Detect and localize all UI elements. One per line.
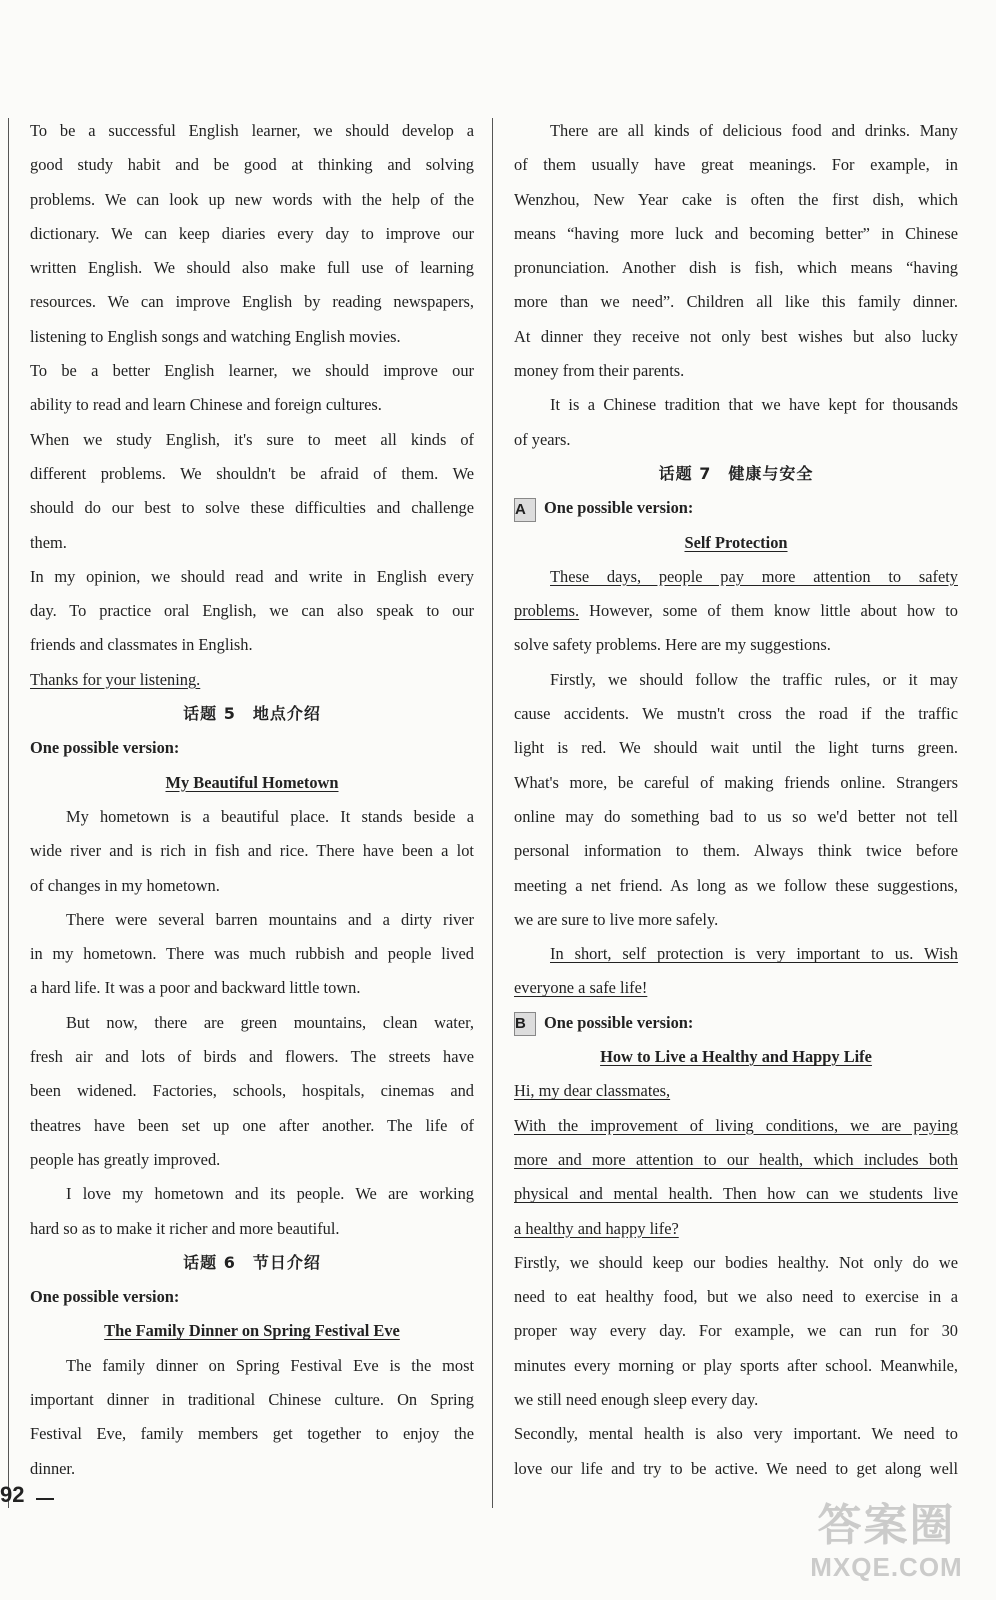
line-text: people has greatly improved. <box>30 1149 221 1169</box>
text-line <box>514 251 958 285</box>
version-badge: A <box>514 498 536 522</box>
line-text: ability to read and learn Chinese and foreign cultures. <box>30 395 382 415</box>
text-line <box>30 834 474 868</box>
text-line <box>514 114 958 148</box>
line-text: My Beautiful Hometown <box>165 772 339 792</box>
line-text: I love my hometown and its people. We are working <box>66 1184 474 1204</box>
line-text: Wenzhou, New Year cake is often the first dish, which <box>514 189 958 209</box>
line-text: My hometown is a beautiful place. It stands beside a <box>66 806 474 826</box>
text-line <box>514 423 958 457</box>
line-text: One possible version: <box>30 738 180 758</box>
text-line <box>514 1212 958 1246</box>
text-line <box>514 1417 958 1451</box>
version-label <box>30 1280 474 1314</box>
line-text: There are all kinds of delicious food and drinks. Many <box>550 121 958 140</box>
text-line <box>514 388 958 422</box>
text-line <box>514 1452 958 1486</box>
line-text: In my opinion, we should read and write in English every <box>30 566 474 586</box>
line-text: The Family Dinner on Spring Festival Eve <box>104 1321 400 1341</box>
text-line <box>514 594 958 628</box>
text-line <box>30 1383 474 1417</box>
text-line <box>30 457 474 491</box>
line-text: cause accidents. We mustn't cross the road if the traffic <box>514 704 958 724</box>
line-text: been widened. Factories, schools, hospitals, cinemas and <box>30 1081 474 1101</box>
text-line <box>514 663 958 697</box>
line-text: One possible version: <box>544 498 694 518</box>
line-text: Hi, my dear classmates, <box>514 1081 671 1101</box>
left-margin-rule <box>8 118 9 1508</box>
text-line <box>514 1314 958 1348</box>
line-text: written English. We should also make full use of learning <box>30 258 474 278</box>
text-line <box>514 148 958 182</box>
text-line <box>514 217 958 251</box>
text-line <box>30 903 474 937</box>
line-text: money from their parents. <box>514 361 685 381</box>
line-text: To be a better English learner, we should improve our <box>30 361 474 381</box>
watermark-logo-text: 答案圈 <box>817 1501 956 1550</box>
text-line <box>30 594 474 628</box>
text-line <box>514 1246 958 1280</box>
text-line <box>514 320 958 354</box>
text-line <box>30 1109 474 1143</box>
line-text: 话题 5 地点介绍 <box>183 704 321 724</box>
text-line <box>514 1109 958 1143</box>
line-text: we still need enough sleep every day. <box>514 1389 759 1409</box>
essay-title <box>30 1314 474 1348</box>
text-line <box>30 183 474 217</box>
line-text: different problems. We shouldn't be afraid of them. We <box>30 463 474 483</box>
right-column <box>514 114 958 1486</box>
line-text: But now, there are green mountains, clean water, <box>66 1012 474 1032</box>
text-line <box>514 1383 958 1417</box>
line-text: them. <box>30 532 67 552</box>
text-line <box>30 937 474 971</box>
page-number-dash <box>36 1498 54 1500</box>
essay-title <box>514 1040 958 1074</box>
line-text: Firstly, we should follow the traffic rules, or it may <box>550 669 958 689</box>
text-line <box>30 114 474 148</box>
watermark-url: MXQE.COM <box>810 1552 963 1582</box>
text-line <box>514 731 958 765</box>
line-text: good study habit and be good at thinking and solving <box>30 155 474 175</box>
line-text: wide river and is rich in fish and rice. There have been a lot <box>30 841 474 861</box>
line-text: At dinner they receive not only best wishes but also lucky <box>514 326 958 346</box>
text-line <box>30 1349 474 1383</box>
text-line <box>514 1349 958 1383</box>
text-line <box>514 937 958 971</box>
line-text: dinner. <box>30 1458 76 1478</box>
text-line <box>30 388 474 422</box>
text-line <box>30 1006 474 1040</box>
line-text: personal information to them. Always think twice before <box>514 841 958 861</box>
line-text: problems. However, some of them know little about how to <box>514 601 958 621</box>
line-text: dictionary. We can keep diaries every day to improve our <box>30 223 474 243</box>
text-line <box>30 800 474 834</box>
line-text: proper way every day. For example, we can run for 30 <box>514 1321 958 1341</box>
text-line <box>514 1280 958 1314</box>
line-text: should do our best to solve these difficulties and challenge <box>30 498 474 518</box>
section-heading <box>514 457 958 491</box>
line-text: of years. <box>514 429 571 449</box>
version-label <box>514 491 958 525</box>
line-text: day. To practice oral English, we can also speak to our <box>30 601 474 621</box>
text-line <box>30 1074 474 1108</box>
line-text: One possible version: <box>30 1287 180 1307</box>
line-text: One possible version: <box>544 1012 694 1032</box>
line-text: meeting a net friend. As long as we follow these suggestions, <box>514 875 958 895</box>
text-line <box>30 423 474 457</box>
line-text: friends and classmates in English. <box>30 635 253 655</box>
line-text: hard so as to make it richer and more beautiful. <box>30 1218 340 1238</box>
version-label <box>514 1006 958 1040</box>
text-line <box>30 217 474 251</box>
line-text: It is a Chinese tradition that we have kept for thousands <box>550 395 958 415</box>
text-line <box>30 285 474 319</box>
line-text: The family dinner on Spring Festival Eve is the most <box>66 1355 474 1375</box>
line-text: means “having more luck and becoming better” in Chinese <box>514 223 958 243</box>
text-line <box>514 869 958 903</box>
line-text: of changes in my hometown. <box>30 875 220 895</box>
line-text: Thanks for your listening. <box>30 669 201 689</box>
line-text: theatres have been set up one after another. The life of <box>30 1115 474 1135</box>
text-line <box>30 354 474 388</box>
text-line <box>30 869 474 903</box>
line-text: everyone a safe life! <box>514 978 648 998</box>
line-text: To be a successful English learner, we should develop a <box>30 121 474 140</box>
text-line <box>30 491 474 525</box>
text-line <box>30 663 474 697</box>
line-text: important dinner in traditional Chinese culture. On Spring <box>30 1389 474 1409</box>
text-line <box>514 903 958 937</box>
text-line <box>514 285 958 319</box>
line-text: Self Protection <box>684 532 788 552</box>
text-line <box>514 971 958 1005</box>
text-line <box>30 1040 474 1074</box>
line-text: more and more attention to our health, which includes both <box>514 1149 958 1169</box>
line-text: of them usually have great meanings. For example, in <box>514 155 958 175</box>
line-text: online may do something bad to us so we'd better not tell <box>514 806 958 826</box>
version-badge: B <box>514 1012 536 1036</box>
column-divider <box>492 118 493 1508</box>
line-text: resources. We can improve English by reading newspapers, <box>30 292 474 312</box>
text-line <box>30 320 474 354</box>
line-text: 话题 7 健康与安全 <box>658 463 814 483</box>
text-line <box>30 1452 474 1486</box>
line-text: love our life and try to be active. We need to get along well <box>514 1458 958 1478</box>
line-text: problems. We can look up new words with the help of the <box>30 189 474 209</box>
text-line <box>514 560 958 594</box>
line-text: solve safety problems. Here are my suggestions. <box>514 635 831 655</box>
line-text: 话题 6 节日介绍 <box>183 1252 321 1272</box>
page-number: 92 <box>0 1482 25 1507</box>
line-text: There were several barren mountains and a dirty river <box>66 909 474 929</box>
text-line <box>30 628 474 662</box>
line-text: How to Live a Healthy and Happy Life <box>600 1047 872 1067</box>
text-line <box>30 1143 474 1177</box>
text-line <box>30 251 474 285</box>
text-line <box>30 560 474 594</box>
text-line <box>514 628 958 662</box>
text-line <box>30 1212 474 1246</box>
line-text: Festival Eve, family members get together to enjoy the <box>30 1424 474 1444</box>
line-text: physical and mental health. Then how can we students live <box>514 1184 958 1204</box>
line-text: These days, people pay more attention to safety <box>550 566 958 586</box>
text-line <box>514 834 958 868</box>
text-line <box>514 354 958 388</box>
section-heading <box>30 1246 474 1280</box>
line-text: light is red. We should wait until the light turns green. <box>514 738 958 758</box>
left-column <box>30 114 474 1486</box>
essay-title <box>514 526 958 560</box>
text-line <box>30 971 474 1005</box>
line-text: listening to English songs and watching English movies. <box>30 326 401 346</box>
line-text: With the improvement of living conditions, we are paying <box>514 1115 958 1135</box>
essay-title <box>30 766 474 800</box>
text-line <box>30 1177 474 1211</box>
text-line <box>514 766 958 800</box>
text-line <box>30 148 474 182</box>
line-text: pronunciation. Another dish is fish, which means “having <box>514 258 958 278</box>
text-line <box>514 1143 958 1177</box>
text-line <box>514 1177 958 1211</box>
version-label <box>30 731 474 765</box>
text-line <box>514 183 958 217</box>
text-line <box>514 1074 958 1108</box>
line-text: fresh air and lots of birds and flowers. The streets have <box>30 1047 474 1067</box>
text-line <box>30 1417 474 1451</box>
line-text: Secondly, mental health is also very important. We need to <box>514 1424 958 1444</box>
text-line <box>514 800 958 834</box>
line-text: What's more, be careful of making friends online. Strangers <box>514 772 958 792</box>
line-text: need to eat healthy food, but we also need to exercise in a <box>514 1287 958 1307</box>
line-text: more than we need”. Children all like this family dinner. <box>514 292 958 312</box>
line-text: In short, self protection is very important to us. Wish <box>550 944 958 964</box>
text-line <box>514 697 958 731</box>
line-text: in my hometown. There was much rubbish and people lived <box>30 944 474 964</box>
line-text: a healthy and happy life? <box>514 1218 679 1238</box>
line-text: When we study English, it's sure to meet all kinds of <box>30 429 474 449</box>
line-text: a hard life. It was a poor and backward little town. <box>30 978 361 998</box>
line-text: we are sure to live more safely. <box>514 909 719 929</box>
watermark-logo <box>799 1500 974 1595</box>
section-heading <box>30 697 474 731</box>
line-text: Firstly, we should keep our bodies healthy. Not only do we <box>514 1252 958 1272</box>
line-text: minutes every morning or play sports after school. Meanwhile, <box>514 1355 958 1375</box>
text-line <box>30 526 474 560</box>
